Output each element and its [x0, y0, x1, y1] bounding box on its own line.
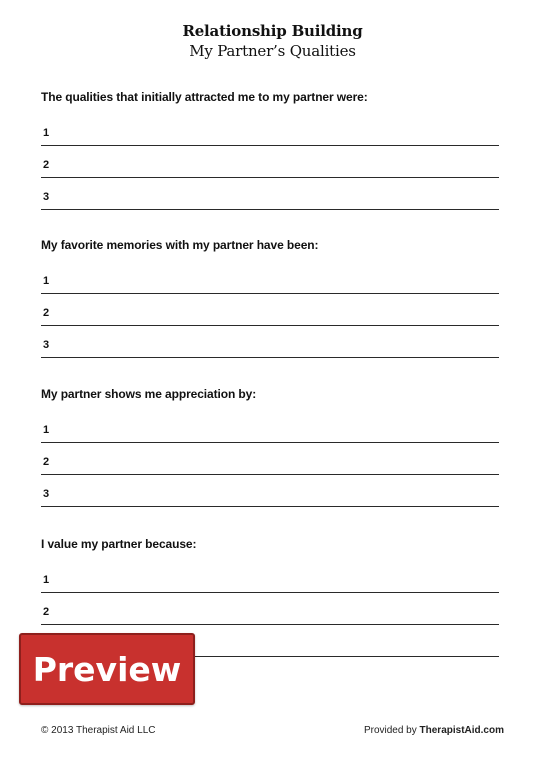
section-memories [41, 237, 499, 358]
section-attraction [41, 89, 499, 210]
section-prompt: My favorite memories with my partner have been: [41, 238, 319, 252]
line-number: 1 [43, 424, 50, 436]
answer-line[interactable] [41, 411, 499, 443]
line-number: 1 [43, 574, 50, 586]
answer-line[interactable] [41, 178, 499, 210]
copyright-text: © 2013 Therapist Aid LLC [41, 725, 156, 736]
line-number: 3 [43, 488, 50, 500]
answer-line[interactable] [41, 443, 499, 475]
provided-by [364, 725, 504, 736]
line-number: 2 [43, 606, 50, 618]
line-number: 2 [43, 159, 50, 171]
answer-line[interactable] [41, 593, 499, 625]
answer-line[interactable] [41, 475, 499, 507]
answer-line[interactable] [41, 262, 499, 294]
brand-link[interactable]: TherapistAid.com [419, 725, 504, 736]
answer-line[interactable] [41, 561, 499, 593]
section-prompt: My partner shows me appreciation by: [41, 387, 257, 401]
page-title: Relationship Building [182, 22, 363, 40]
answer-line[interactable] [41, 114, 499, 146]
section-appreciation [41, 386, 499, 507]
line-number: 3 [43, 339, 50, 351]
answer-line[interactable] [41, 326, 499, 358]
answer-line[interactable] [41, 294, 499, 326]
preview-badge: Preview [19, 633, 195, 705]
section-prompt: I value my partner because: [41, 537, 197, 551]
page-subtitle: My Partner’s Qualities [189, 42, 356, 60]
line-number: 3 [43, 191, 50, 203]
line-number: 2 [43, 456, 50, 468]
section-prompt: The qualities that initially attracted me to my partner were: [41, 90, 368, 104]
line-number: 1 [43, 275, 50, 287]
line-number: 1 [43, 127, 50, 139]
provided-by-label: Provided by [363, 725, 417, 736]
line-number: 2 [43, 307, 50, 319]
answer-line[interactable] [41, 146, 499, 178]
